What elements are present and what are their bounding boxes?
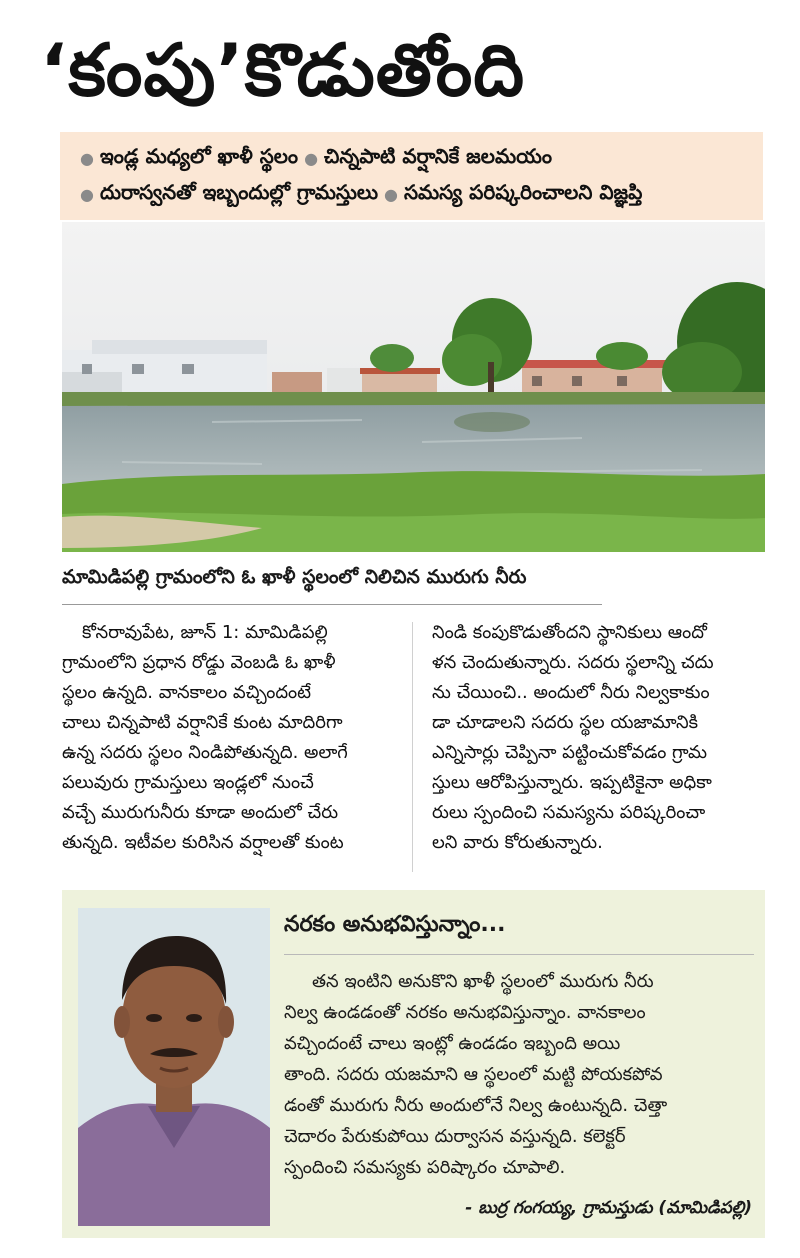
body-line: చాలు చిన్నపాటి వర్షానికే కుంట మాదిరిగా xyxy=(62,712,343,733)
quote-line: తన ఇంటిని అనుకొని ఖాళీ స్థలంలో మురుగు నీరు xyxy=(312,971,654,992)
bullet-icon: ● xyxy=(384,184,398,204)
body-line: లని వారు కోరుతున్నారు. xyxy=(432,832,603,853)
body-line: ను చేయించి.. అందులో నీరు నిల్వకాకుం xyxy=(432,682,710,703)
body-line: ఎన్నిసార్లు చెప్పినా పట్టించుకోవడం గ్రామ xyxy=(432,742,708,763)
subheadline-row-1 xyxy=(74,140,753,176)
body-line: నిండి కంపుకొడుతోందని స్థానికులు ఆందో xyxy=(432,622,707,643)
body-line: ళన చెందుతున్నారు. సదరు స్థలాన్ని చదు xyxy=(432,652,714,673)
quote-line: స్పందించి సమస్యకు పరిష్కారం చూపాలి. xyxy=(284,1157,566,1178)
subheadline-box xyxy=(60,132,763,220)
quote-line: చెదారం పేరుకుపోయి దుర్వాసన వస్తున్నది. కలెక్టర్ xyxy=(284,1126,626,1147)
body-line: కోనరావుపేట, జూన్ 1: మామిడిపల్లి xyxy=(82,622,328,643)
bullet-icon: ● xyxy=(80,184,94,204)
subheadline-point: చిన్నపాటి వర్షానికే జలమయం xyxy=(324,143,552,168)
body-line: ఉన్న సదరు స్థలం నిండిపోతున్నది. అలాగే xyxy=(62,742,348,763)
body-line: రులు స్పందించి సమస్యను పరిష్కరించా xyxy=(432,802,706,823)
body-line: తున్నది. ఇటీవల కురిసిన వర్షాలతో కుంట xyxy=(62,832,344,853)
quote-line: వచ్చిందంటే చాలు ఇంట్లో ఉండడం ఇబ్బంది అయి xyxy=(284,1033,621,1054)
quote-box-title: నరకం అనుభవిస్తున్నాం... xyxy=(284,912,506,937)
news-photo-pond xyxy=(62,222,765,552)
bullet-icon: ● xyxy=(80,148,94,168)
subheadline-point: సమస్య పరిష్కరించాలని విజ్ఞప్తి xyxy=(403,179,643,204)
column-divider xyxy=(412,622,413,872)
body-line: పలువురు గ్రామస్తులు ఇండ్లలో నుంచే xyxy=(62,772,314,793)
subheadline-point: దురాస్వనతో ఇబ్బందుల్లో గ్రామస్తులు xyxy=(99,179,378,204)
subheadline-row-2 xyxy=(74,176,753,212)
body-line: డా చూడాలని సదరు స్థల యజామానికి xyxy=(432,712,699,733)
resident-quote xyxy=(284,966,754,1196)
quote-attribution: - బుర్ర గంగయ్య, గ్రామస్తుడు (మామిడిపల్లి) xyxy=(465,1198,752,1218)
quote-box xyxy=(62,890,765,1238)
quote-line: నిల్వ ఉండడంతో నరకం అనుభవిస్తున్నాం. వానకాలం xyxy=(284,1002,646,1023)
body-line: గ్రామంలోని ప్రధాన రోడ్డు వెంబడి ఓ ఖాళీ xyxy=(62,652,336,673)
quote-line: డంతో మురుగు నీరు అందులోనే నిల్వ ఉంటున్నది. చెత్తా xyxy=(284,1095,668,1116)
quote-line: తాంది. సదరు యజమాని ఆ స్థలంలో మట్టి పోయకపోవ xyxy=(284,1064,663,1085)
article-body-right-column xyxy=(432,618,772,878)
caption-divider xyxy=(62,604,602,605)
resident-portrait-photo xyxy=(78,908,270,1226)
headline: ‘కంపు’కొడుతోంది xyxy=(40,28,526,112)
body-line: వచ్చే మురుగునీరు కూడా అందులో చేరు xyxy=(62,802,339,823)
bullet-icon: ● xyxy=(304,148,319,168)
article-body-left-column xyxy=(62,618,402,878)
body-line: స్థలం ఉన్నది. వానకాలం వచ్చిందంటే xyxy=(62,682,312,703)
subheadline-point: ఇండ్ల మధ్యలో ఖాళీ స్థలం xyxy=(99,143,299,168)
quote-box-divider xyxy=(284,954,754,955)
photo-caption: మామిడిపల్లి గ్రామంలోని ఓ ఖాళీ స్థలంలో నిలిచిన మురుగు నీరు xyxy=(62,566,527,588)
body-line: స్తులు ఆరోపిస్తున్నారు. ఇప్పటికైనా అధికా xyxy=(432,772,712,793)
